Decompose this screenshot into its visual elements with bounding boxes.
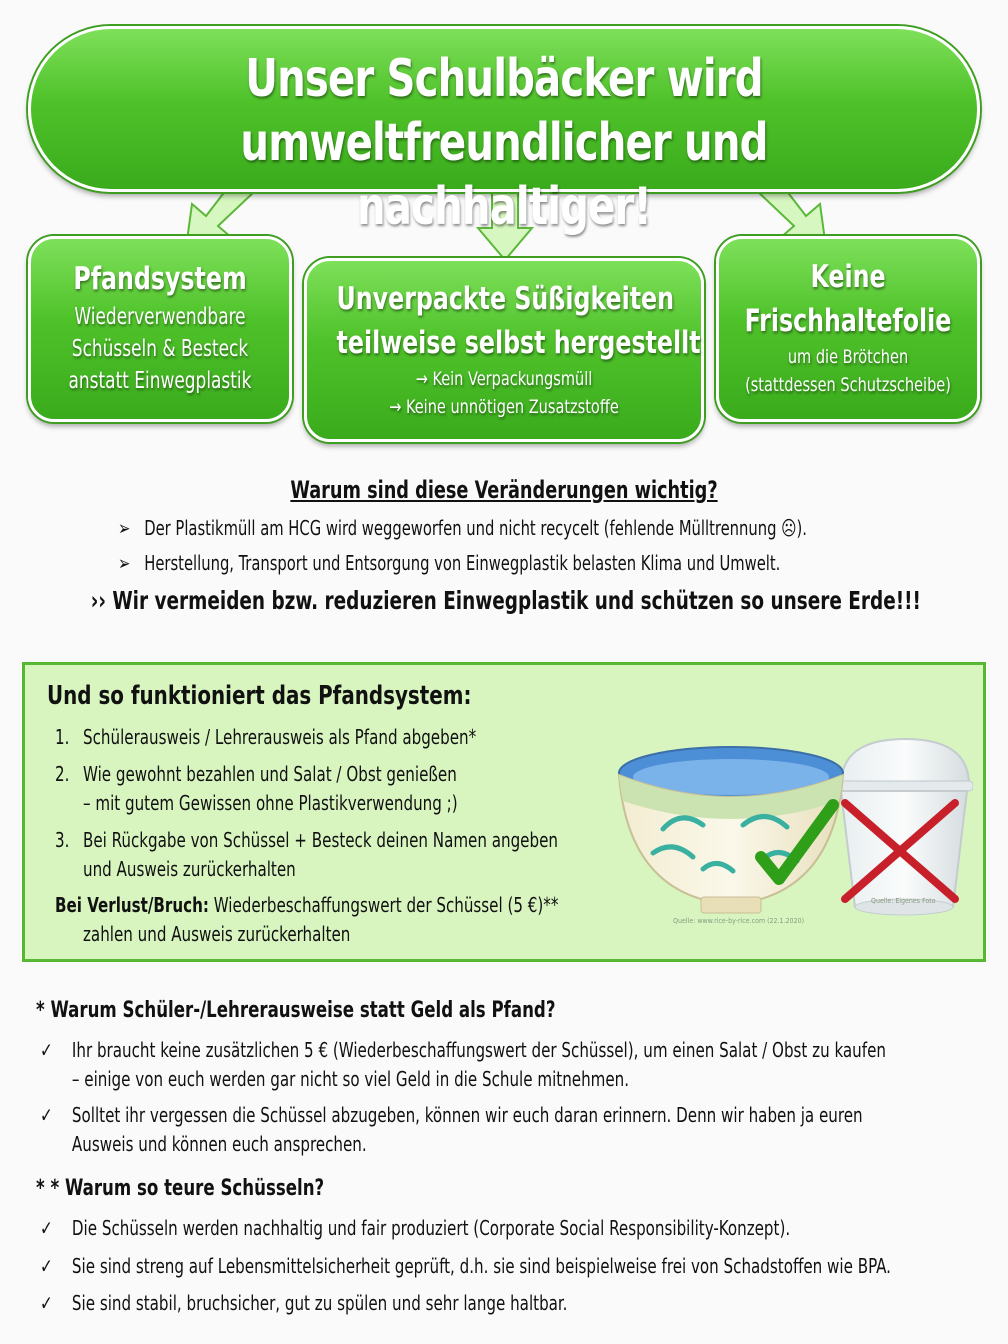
pfandsystem-panel xyxy=(22,662,986,962)
step-number: 1. xyxy=(55,725,70,749)
step-text: Bei Rückgabe von Schüssel + Besteck deinen Namen angeben xyxy=(83,828,558,852)
q2-item xyxy=(40,1289,567,1318)
why-item xyxy=(118,551,780,575)
box-mid-title1: Unverpackte Süßigkeiten xyxy=(336,281,674,317)
q2-item-text: Die Schüsseln werden nachhaltig und fair produziert (Corporate Social Responsibility-Konzept). xyxy=(71,1216,791,1240)
q1-item-text: – einige von euch werden gar nicht so viel Geld in die Schule mitnehmen. xyxy=(71,1067,630,1091)
loss-note xyxy=(55,893,558,917)
step-text: – mit gutem Gewissen ohne Plastikverwendung ;) xyxy=(83,791,458,815)
loss-label: Bei Verlust/Bruch: xyxy=(55,893,209,917)
hero-title-line1: Unser Schulbäcker wird xyxy=(245,49,763,109)
q2-item-text: Sie sind streng auf Lebensmittelsicherheit geprüft, d.h. sie sind beispielweise frei von Schadstoffen wie BPA. xyxy=(71,1254,891,1278)
q1-item xyxy=(40,1036,886,1094)
why-item xyxy=(118,516,807,540)
loss-text: Wiederbeschaffungswert der Schüssel (5 €)** xyxy=(208,893,559,917)
step-text: und Ausweis zurückerhalten xyxy=(83,857,296,881)
q1-item-text: Ausweis und können euch ansprechen. xyxy=(71,1132,367,1156)
box-right-line: (stattdessen Schutzscheibe) xyxy=(745,374,951,396)
arrow-bullet-icon: ➢ xyxy=(118,551,131,575)
pfand-heading: Und so funktioniert das Pfandsystem: xyxy=(47,681,472,711)
why-heading: Warum sind diese Veränderungen wichtig? xyxy=(290,476,718,504)
q2-item-text: Sie sind stabil, bruchsicher, gut zu spülen und sehr lange haltbar. xyxy=(71,1291,568,1315)
why-item-text: Herstellung, Transport und Entsorgung von Einwegplastik belasten Klima und Umwelt. xyxy=(144,551,781,575)
arrow-bullet-icon: ➢ xyxy=(118,516,131,540)
box-right-line: um die Brötchen xyxy=(787,346,909,368)
hero-title-line2: umweltfreundlicher und nachhaltiger! xyxy=(240,113,768,237)
box-right-title1: Keine xyxy=(810,259,886,295)
box-pfandsystem xyxy=(28,236,292,422)
image-source-bowl: Quelle: www.rice-by-rice.com (22.1.2020) xyxy=(673,917,805,925)
step-number: 2. xyxy=(55,762,70,786)
step-number: 3. xyxy=(55,828,70,852)
box-frischhaltefolie xyxy=(716,236,980,422)
step-text: Schülerausweis / Lehrerausweis als Pfand abgeben* xyxy=(83,725,477,749)
check-bullet-icon: ✓ xyxy=(40,1216,53,1240)
box-mid-line: → Keine unnötigen Zusatzstoffe xyxy=(389,396,619,418)
box-left-title: Pfandsystem xyxy=(73,261,247,297)
loss-note-cont: zahlen und Ausweis zurückerhalten xyxy=(83,922,351,946)
check-bullet-icon: ✓ xyxy=(40,1103,53,1127)
why-conclusion: ›› Wir vermeiden bzw. reduzieren Einwegplastik und schützen so unsere Erde!!! xyxy=(90,586,921,615)
box-left-line: Wiederverwendbare xyxy=(74,304,246,330)
box-suessigkeiten xyxy=(304,258,704,442)
q1-item-text: Solltet ihr vergessen die Schüssel abzugeben, können wir euch daran erinnern. Denn wir haben ja euren xyxy=(71,1103,863,1127)
box-left-line: Schüsseln & Besteck xyxy=(71,336,249,362)
hero-banner xyxy=(28,26,980,237)
image-source-cup: Quelle: Eigenes Foto xyxy=(871,897,936,905)
q2-item xyxy=(40,1252,891,1281)
q2-heading: * * Warum so teure Schüsseln? xyxy=(36,1176,325,1201)
check-bullet-icon: ✓ xyxy=(40,1038,53,1062)
box-left-line: anstatt Einwegplastik xyxy=(68,368,252,394)
box-mid-line: → Kein Verpackungsmüll xyxy=(415,368,593,390)
q1-item-text: Ihr braucht keine zusätzlichen 5 € (Wiederbeschaffungswert der Schüssel), um einen Salat / Obst zu kaufen xyxy=(71,1038,886,1062)
q2-item xyxy=(40,1214,790,1243)
box-mid-title2: teilweise selbst hergestellt xyxy=(336,325,701,361)
q1-item xyxy=(40,1101,863,1159)
check-bullet-icon: ✓ xyxy=(40,1291,53,1315)
q1-heading: * Warum Schüler-/Lehrerausweise statt Geld als Pfand? xyxy=(36,998,556,1023)
box-right-title2: Frischhaltefolie xyxy=(744,303,952,339)
why-item-text: Der Plastikmüll am HCG wird weggeworfen und nicht recycelt (fehlende Mülltrennung ☹). xyxy=(144,516,807,540)
check-bullet-icon: ✓ xyxy=(40,1254,53,1278)
step-text: Wie gewohnt bezahlen und Salat / Obst genießen xyxy=(83,762,457,786)
